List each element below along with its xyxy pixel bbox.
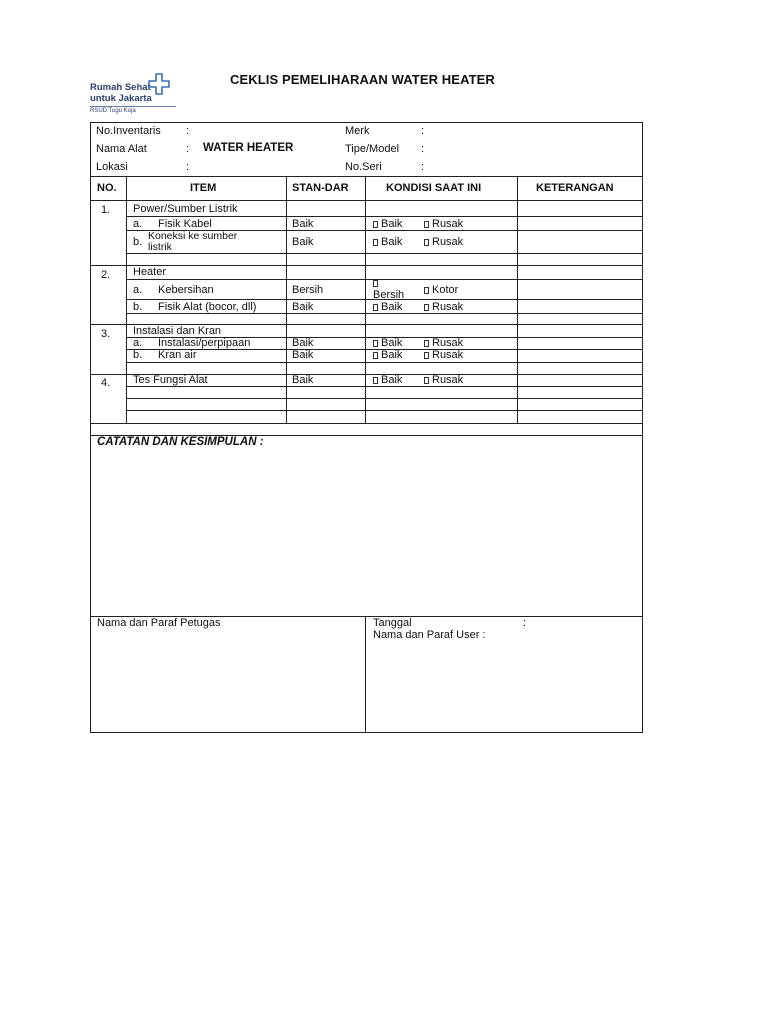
no-inventaris-label: No.Inventaris	[96, 125, 161, 137]
petugas-label: Nama dan Paraf Petugas	[97, 617, 221, 629]
condition-option-2[interactable]: Rusak	[424, 218, 463, 230]
condition-option-1[interactable]: Baik	[373, 337, 402, 349]
item-standar: Baik	[292, 218, 314, 230]
checkbox-icon	[424, 221, 429, 228]
item-standar: Baik	[292, 236, 314, 248]
page-title: CEKLIS PEMELIHARAAN WATER HEATER	[230, 72, 495, 87]
condition-option-2[interactable]: Rusak	[424, 349, 463, 361]
section-title: Power/Sumber Listrik	[133, 203, 238, 215]
header-no: NO.	[97, 182, 117, 194]
plus-cross-icon	[148, 73, 170, 95]
checkbox-icon	[424, 304, 429, 311]
colon: :	[421, 143, 425, 155]
item-name: Fisik Alat (bocor, dll)	[158, 301, 257, 313]
item-letter: b.	[133, 301, 143, 313]
tipe-model-label: Tipe/Model	[345, 143, 400, 155]
checkbox-icon	[373, 221, 378, 228]
nama-alat-label: Nama Alat	[96, 143, 147, 155]
item-letter: a.	[133, 218, 143, 230]
tanggal-label: Tanggal	[373, 617, 412, 629]
section-number: 4.	[101, 377, 111, 389]
lokasi-label: Lokasi	[96, 161, 128, 173]
colon: :	[523, 617, 527, 629]
logo-line-2: untuk Jakarta	[90, 93, 152, 104]
logo-divider	[90, 106, 176, 107]
item-name-line-1: Koneksi ke sumber	[148, 230, 238, 242]
section-title: Instalasi dan Kran	[133, 325, 222, 337]
item-standar: Baik	[292, 374, 314, 386]
item-standar: Baik	[292, 349, 314, 361]
item-name: Kebersihan	[158, 284, 214, 296]
item-letter: b.	[133, 236, 143, 248]
header-kondisi: KONDISI SAAT INI	[386, 182, 482, 194]
condition-option-2[interactable]: Rusak	[424, 301, 463, 313]
checkbox-icon	[424, 287, 429, 294]
condition-option-2[interactable]: Rusak	[424, 236, 463, 248]
item-name: Fisik Kabel	[158, 218, 212, 230]
condition-option-2[interactable]: Rusak	[424, 337, 463, 349]
petugas-signature-area[interactable]	[92, 632, 364, 731]
colon: :	[186, 125, 190, 137]
item-standar: Baik	[292, 301, 314, 313]
checkbox-icon	[373, 239, 378, 246]
notes-label: CATATAN DAN KESIMPULAN :	[97, 436, 264, 448]
item-name: Instalasi/perpipaan	[158, 337, 251, 349]
header-item: ITEM	[190, 182, 217, 194]
user-signature-area[interactable]	[367, 644, 641, 731]
item-letter: b.	[133, 349, 143, 361]
header-keterangan: KETERANGAN	[536, 182, 614, 194]
section-number: 3.	[101, 328, 111, 340]
item-name-line-2: listrik	[148, 241, 172, 253]
notes-area[interactable]	[92, 452, 641, 614]
item-standar: Baik	[292, 337, 314, 349]
condition-option-1[interactable]: Baik	[373, 218, 402, 230]
colon: :	[186, 143, 190, 155]
user-label: Nama dan Paraf User :	[373, 629, 486, 641]
checkbox-icon	[373, 377, 378, 384]
condition-option-2[interactable]: Rusak	[424, 374, 463, 386]
condition-option-1[interactable]: Bersih	[373, 277, 404, 301]
item-name: Kran air	[158, 349, 197, 361]
no-seri-label: No.Seri	[345, 161, 382, 173]
checkbox-icon	[424, 352, 429, 359]
condition-option-1[interactable]: Baik	[373, 374, 402, 386]
colon: :	[421, 125, 425, 137]
hospital-logo	[90, 73, 178, 117]
condition-option-1[interactable]: Baik	[373, 236, 402, 248]
colon: :	[186, 161, 190, 173]
item-standar: Bersih	[292, 284, 324, 296]
checkbox-icon	[424, 239, 429, 246]
checkbox-icon	[424, 377, 429, 384]
item-letter: a.	[133, 337, 143, 349]
section-number: 1.	[101, 204, 111, 216]
colon: :	[421, 161, 425, 173]
nama-alat-value: WATER HEATER	[203, 142, 294, 154]
checkbox-icon	[373, 280, 378, 287]
condition-option-1[interactable]: Baik	[373, 301, 402, 313]
merk-label: Merk	[345, 125, 370, 137]
checkbox-icon	[373, 304, 378, 311]
logo-line-3: RSUD Tugu Koja	[90, 108, 136, 114]
condition-option-2[interactable]: Kotor	[424, 284, 458, 296]
checkbox-icon	[373, 340, 378, 347]
item-letter: a.	[133, 284, 143, 296]
checkbox-icon	[373, 352, 378, 359]
logo-line-1: Rumah Sehat	[90, 82, 151, 93]
section-title: Heater	[133, 266, 167, 278]
condition-option-1[interactable]: Baik	[373, 349, 402, 361]
section-title: Tes Fungsi Alat	[133, 374, 208, 386]
checkbox-icon	[424, 340, 429, 347]
section-number: 2.	[101, 269, 111, 281]
header-standar: STAN-DAR	[292, 182, 349, 194]
